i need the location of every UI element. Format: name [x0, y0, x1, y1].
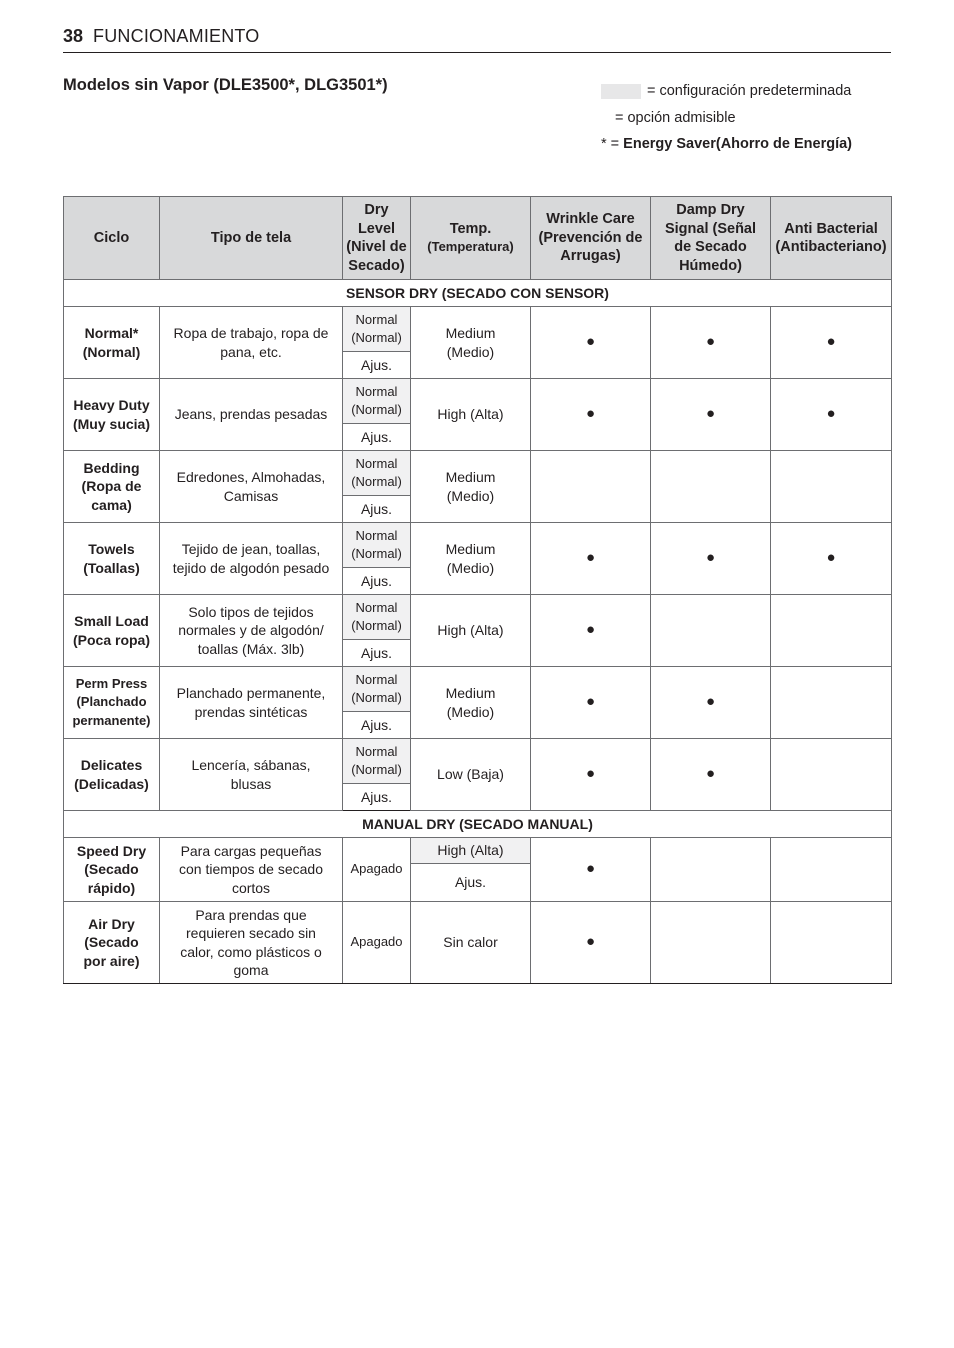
header-tipo: Tipo de tela	[160, 197, 343, 280]
temp-cell	[411, 451, 531, 523]
table-row	[64, 379, 892, 424]
fabric-line: Edredones, Almohadas,	[176, 469, 326, 485]
fabric-line: cortos	[231, 879, 271, 896]
level-line: Normal	[355, 383, 398, 399]
fabric-line: pana, etc.	[220, 343, 282, 360]
temp-adjust-cell: Ajus.	[411, 864, 531, 902]
legend-energy-row	[601, 131, 852, 158]
dry-level-adjust: Ajus.	[343, 784, 411, 811]
cycle-line: (Muy sucia)	[72, 415, 150, 432]
default-swatch	[601, 84, 641, 99]
legend-energy-prefix: * =	[601, 136, 620, 153]
cycle-line: Towels	[88, 541, 135, 557]
fabric-line: Planchado permanente,	[176, 685, 326, 701]
table-row	[64, 838, 892, 864]
cycle-cell	[64, 523, 160, 595]
fabric-line: con tiempos de secado	[179, 861, 323, 878]
level-line: Normal	[355, 671, 398, 687]
fabric-line: normales y de algodón/	[178, 622, 324, 639]
dry-level-adjust: Ajus.	[343, 496, 411, 523]
temp-line: (Medio)	[446, 343, 495, 360]
damp-cell	[651, 595, 771, 667]
header-wrinkle-line: (Prevención de	[538, 229, 643, 246]
table-row	[64, 595, 892, 640]
fabric-line: Camisas	[223, 487, 279, 504]
dry-level-normal	[343, 739, 411, 784]
dry-level-normal	[343, 595, 411, 640]
fabric-line: calor, como plásticos o	[180, 943, 322, 960]
cycle-cell	[64, 739, 160, 811]
fabric-line: Jeans, prendas pesadas	[174, 406, 328, 423]
cycle-line: (Delicadas)	[74, 775, 149, 792]
header-anti-line: (Antibacteriano)	[775, 239, 887, 255]
legend-option-row	[601, 105, 852, 132]
cycle-line: (Planchado	[76, 694, 147, 710]
fabric-cell	[160, 451, 343, 523]
wrinkle-cell: ●	[531, 307, 651, 379]
legend	[601, 78, 852, 158]
fabric-cell	[160, 739, 343, 811]
fabric-line: goma	[233, 962, 269, 978]
anti-cell	[771, 451, 892, 523]
page-header	[63, 26, 891, 53]
cycle-cell	[64, 667, 160, 739]
fabric-line: tejido de algodón pesado	[172, 559, 330, 576]
dry-level-adjust: Ajus.	[343, 352, 411, 379]
fabric-line: Para prendas que	[195, 906, 307, 923]
temp-line: Medium	[445, 325, 496, 341]
temp-line: High (Alta)	[437, 406, 504, 423]
header-dry-level	[343, 197, 411, 280]
dry-level-adjust: Ajus.	[343, 568, 411, 595]
fabric-line: prendas sintéticas	[194, 703, 308, 720]
cycle-line: (Toallas)	[83, 559, 140, 576]
level-line: (Normal)	[351, 402, 402, 417]
fabric-line: toallas (Máx. 3lb)	[197, 640, 305, 657]
wrinkle-cell: ●	[531, 379, 651, 451]
dry-level-cell: Apagado	[343, 838, 411, 902]
cycle-line: Air Dry	[88, 915, 135, 932]
header-dry-level-line: (Nivel de	[346, 239, 407, 255]
models-subtitle: Modelos sin Vapor (DLE3500*, DLG3501*)	[63, 76, 388, 94]
level-line: (Normal)	[351, 474, 402, 489]
cycle-line: (Ropa de	[81, 478, 142, 495]
cycle-line: rápido)	[87, 879, 136, 896]
temp-cell	[411, 307, 531, 379]
temp-cell	[411, 667, 531, 739]
fabric-cell	[160, 667, 343, 739]
wrinkle-cell: ●	[531, 838, 651, 902]
legend-energy-label: Energy Saver(Ahorro de Energía)	[623, 136, 853, 153]
wrinkle-cell: ●	[531, 667, 651, 739]
dry-level-adjust: Ajus.	[343, 712, 411, 739]
header-anti	[771, 197, 892, 280]
table-row	[64, 307, 892, 352]
header-damp-line: Húmedo)	[679, 257, 742, 274]
header-temp-line: Temp.	[449, 220, 492, 237]
temp-cell	[411, 379, 531, 451]
fabric-cell	[160, 902, 343, 984]
level-line: (Normal)	[351, 330, 402, 345]
table-row	[64, 523, 892, 568]
temp-cell	[411, 739, 531, 811]
fabric-cell	[160, 307, 343, 379]
wrinkle-cell: ●	[531, 739, 651, 811]
cycle-cell	[64, 451, 160, 523]
temp-cell	[411, 523, 531, 595]
temp-line: Medium	[445, 541, 496, 557]
legend-default-row	[601, 78, 852, 105]
page-number: 38	[63, 26, 84, 46]
sensor-group-row	[64, 280, 892, 307]
cycle-line: permanente)	[72, 712, 151, 728]
header-temp	[411, 197, 531, 280]
cycle-line: (Secado	[84, 934, 139, 951]
anti-cell: ●	[771, 379, 892, 451]
cycle-line: (Secado	[84, 861, 139, 878]
header-wrinkle-line: Arrugas)	[560, 248, 621, 265]
header-wrinkle	[531, 197, 651, 280]
header-damp-line: Damp Dry	[676, 202, 745, 218]
dry-level-normal	[343, 667, 411, 712]
damp-cell	[651, 451, 771, 523]
table-row	[64, 902, 892, 984]
wrinkle-cell	[531, 451, 651, 523]
temp-line: (Medio)	[446, 559, 495, 576]
cycle-cell	[64, 379, 160, 451]
cycle-line: (Poca ropa)	[72, 631, 150, 648]
header-damp-line: Signal (Señal	[664, 220, 757, 237]
damp-cell: ●	[651, 667, 771, 739]
fabric-line: requieren secado sin	[186, 925, 316, 941]
anti-cell	[771, 739, 892, 811]
level-line: Normal	[355, 311, 398, 327]
level-line: Normal	[355, 527, 398, 543]
cycle-line: Bedding	[83, 459, 140, 476]
damp-cell: ●	[651, 739, 771, 811]
header-ciclo: Ciclo	[64, 197, 160, 280]
anti-cell: ●	[771, 523, 892, 595]
manual-group-row	[64, 811, 892, 838]
fabric-cell	[160, 595, 343, 667]
anti-cell: ●	[771, 307, 892, 379]
temp-line: (Medio)	[446, 487, 495, 504]
anti-cell	[771, 595, 892, 667]
table-row	[64, 739, 892, 784]
legend-default-text: = configuración predeterminada	[647, 83, 852, 100]
cycle-line: cama)	[91, 496, 132, 513]
header-dry-level-line: Dry	[364, 202, 389, 218]
dry-level-normal	[343, 379, 411, 424]
fabric-line: Solo tipos de tejidos	[188, 603, 314, 620]
fabric-line: Tejido de jean, toallas,	[181, 541, 321, 557]
temp-cell	[411, 595, 531, 667]
fabric-line: Lencería, sábanas,	[191, 757, 311, 773]
fabric-cell	[160, 379, 343, 451]
dry-level-normal	[343, 451, 411, 496]
cycle-line: Normal*	[84, 325, 139, 341]
dry-level-adjust: Ajus.	[343, 640, 411, 667]
manual-group-label: MANUAL DRY (SECADO MANUAL)	[64, 811, 892, 838]
fabric-cell	[160, 523, 343, 595]
sensor-group-label: SENSOR DRY (SECADO CON SENSOR)	[64, 280, 892, 307]
table-row	[64, 667, 892, 712]
cycle-cell	[64, 902, 160, 984]
wrinkle-cell: ●	[531, 523, 651, 595]
cycle-line: Speed Dry	[76, 842, 147, 859]
level-line: Normal	[355, 743, 398, 759]
cycle-line: Small Load	[74, 613, 149, 629]
table-row	[64, 451, 892, 496]
damp-cell	[651, 902, 771, 984]
header-dry-level-line: Secado)	[348, 257, 405, 274]
fabric-line: Para cargas pequeñas	[180, 842, 322, 859]
temp-high-cell: High (Alta)	[411, 838, 531, 864]
header-temp-line: (Temperatura)	[427, 239, 514, 254]
header-wrinkle-line: Wrinkle Care	[546, 211, 635, 228]
damp-cell: ●	[651, 307, 771, 379]
dry-level-adjust: Ajus.	[343, 424, 411, 451]
section-title: FUNCIONAMIENTO	[93, 26, 260, 46]
cycle-line: por aire)	[83, 952, 140, 969]
anti-cell	[771, 838, 892, 902]
temp-line: High (Alta)	[437, 622, 504, 639]
header-damp-line: de Secado	[674, 239, 747, 255]
damp-cell: ●	[651, 379, 771, 451]
level-line: (Normal)	[351, 762, 402, 777]
temp-line: Medium	[445, 685, 496, 701]
header-dry-level-line: Level	[357, 220, 396, 237]
level-line: (Normal)	[351, 618, 402, 633]
wrinkle-cell: ●	[531, 902, 651, 984]
temp-line: Medium	[445, 469, 496, 485]
dry-level-normal	[343, 307, 411, 352]
damp-cell	[651, 838, 771, 902]
cycle-cell	[64, 838, 160, 902]
cycle-line: Perm Press	[75, 675, 148, 691]
level-line: Normal	[355, 599, 398, 615]
dry-level-normal	[343, 523, 411, 568]
cycle-line: Delicates	[80, 757, 143, 773]
level-line: (Normal)	[351, 690, 402, 705]
temp-line: Low (Baja)	[437, 766, 504, 783]
dry-level-cell: Apagado	[343, 902, 411, 984]
legend-option-text: = opción admisible	[615, 109, 736, 126]
anti-cell	[771, 902, 892, 984]
dry-cycle-table	[63, 196, 892, 984]
fabric-cell	[160, 838, 343, 902]
level-line: (Normal)	[351, 546, 402, 561]
level-line: Normal	[355, 455, 398, 471]
fabric-line: Ropa de trabajo, ropa de	[173, 325, 329, 341]
header-row	[64, 197, 892, 280]
wrinkle-cell: ●	[531, 595, 651, 667]
cycle-cell	[64, 307, 160, 379]
header-anti-line: Anti Bacterial	[784, 220, 878, 237]
temp-line: (Medio)	[446, 703, 495, 720]
damp-cell: ●	[651, 523, 771, 595]
header-damp	[651, 197, 771, 280]
temp-cell: Sin calor	[411, 902, 531, 984]
cycle-line: (Normal)	[82, 343, 141, 360]
cycle-cell	[64, 595, 160, 667]
table-body	[64, 280, 892, 984]
fabric-line: blusas	[230, 775, 272, 792]
cycle-line: Heavy Duty	[73, 397, 150, 413]
anti-cell	[771, 667, 892, 739]
